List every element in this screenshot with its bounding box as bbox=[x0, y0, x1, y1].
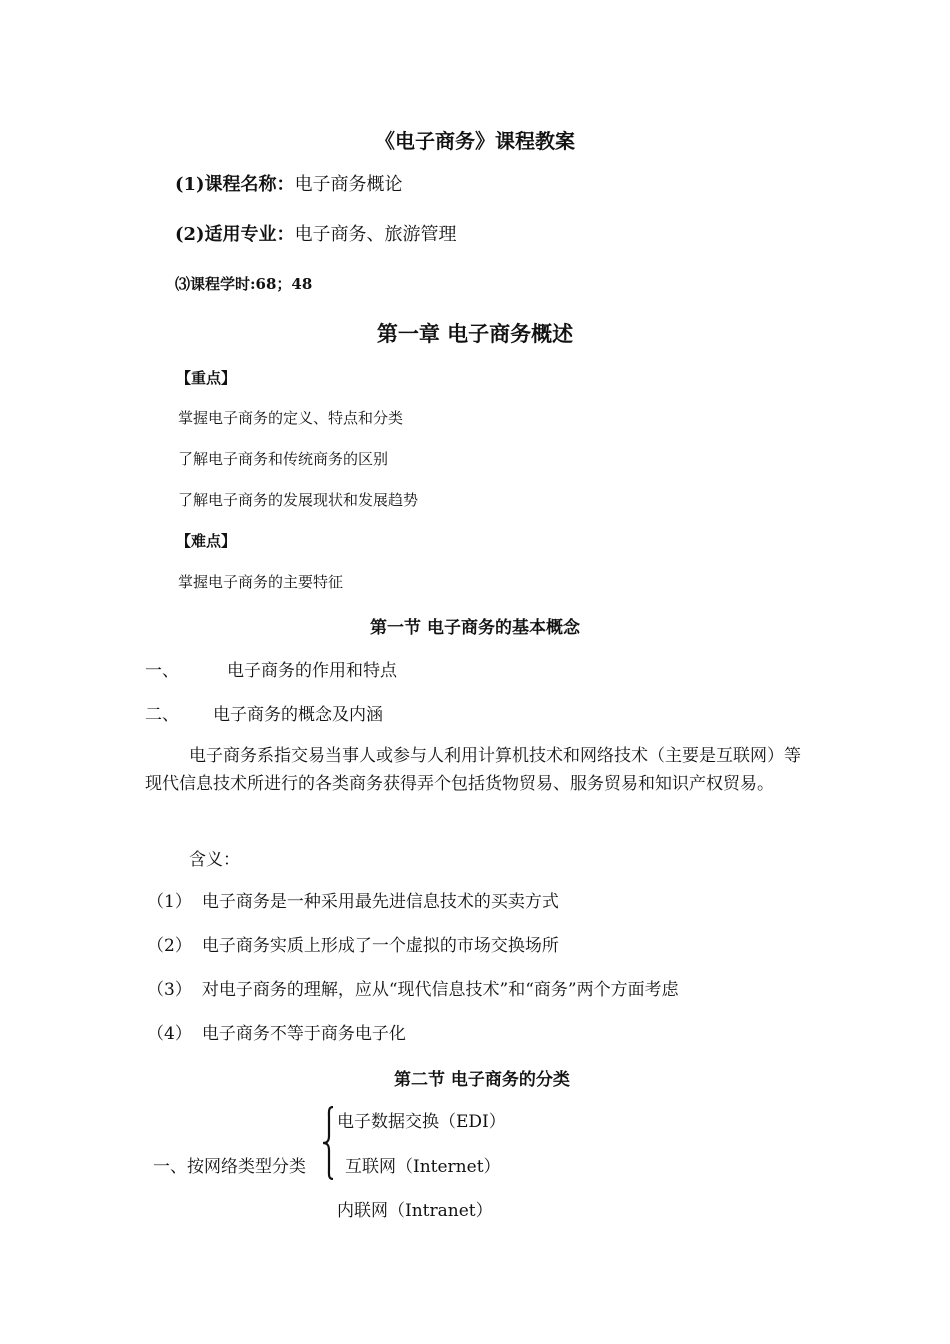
document-title: 《电子商务》课程教案 bbox=[375, 129, 575, 153]
difficult-points-heading: 【难点】 bbox=[176, 532, 237, 550]
section1-title: 第一节 电子商务的基本概念 bbox=[370, 618, 580, 638]
info-course-name bbox=[175, 170, 403, 196]
meaning-item bbox=[147, 975, 679, 1000]
key-point-item: 了解电子商务的发展现状和发展趋势 bbox=[178, 491, 419, 509]
meaning-label: 含义： bbox=[189, 850, 240, 870]
classification-label: 一、按网络类型分类 bbox=[153, 1157, 306, 1177]
meaning-text: 电子商务是一种采用最先进信息技术的买卖方式 bbox=[201, 892, 559, 912]
meaning-number: （2） bbox=[147, 936, 192, 956]
info-value: 电子商务、旅游管理 bbox=[294, 224, 457, 245]
item-text: 电子商务的作用和特点 bbox=[227, 661, 397, 681]
network-type-item: 电子数据交换（EDI） bbox=[337, 1112, 506, 1132]
info-major bbox=[175, 220, 457, 246]
key-point-item: 了解电子商务和传统商务的区别 bbox=[178, 450, 389, 468]
difficult-point-item: 掌握电子商务的主要特征 bbox=[178, 573, 344, 591]
meaning-number: （4） bbox=[147, 1024, 192, 1044]
network-type-item: 内联网（Intranet） bbox=[337, 1201, 493, 1221]
curly-brace-icon bbox=[322, 1106, 334, 1180]
meaning-item bbox=[147, 887, 559, 912]
meaning-item bbox=[147, 931, 559, 956]
section1-item bbox=[145, 656, 397, 681]
meaning-number: （1） bbox=[147, 892, 192, 912]
meaning-text: 电子商务不等于商务电子化 bbox=[201, 1024, 406, 1044]
section2-title: 第二节 电子商务的分类 bbox=[394, 1070, 570, 1090]
section1-item bbox=[145, 700, 383, 725]
info-hours: ⑶课程学时:68；48 bbox=[175, 275, 313, 293]
info-label: (2)适用专业： bbox=[175, 224, 295, 245]
chapter-title: 第一章 电子商务概述 bbox=[376, 321, 574, 346]
network-type-item: 互联网（Internet） bbox=[345, 1157, 501, 1177]
meaning-text: 对电子商务的理解，应从“现代信息技术”和“商务”两个方面考虑 bbox=[201, 980, 679, 1000]
meaning-item bbox=[147, 1019, 406, 1044]
paragraph-text: 电子商务系指交易当事人或参与人利用计算机技术和网络技术（主要是互联网）等现代信息技术所进行的各类商务获得弄个包括货物贸易、服务贸易和知识产权贸易。 bbox=[145, 746, 801, 794]
meaning-text: 电子商务实质上形成了一个虚拟的市场交换场所 bbox=[201, 936, 559, 956]
info-value: 电子商务概论 bbox=[294, 174, 403, 195]
item-text: 电子商务的概念及内涵 bbox=[213, 705, 383, 725]
item-number: 二、 bbox=[145, 705, 179, 725]
item-number: 一、 bbox=[145, 661, 179, 681]
meaning-number: （3） bbox=[147, 980, 192, 1000]
definition-paragraph bbox=[145, 742, 810, 798]
key-points-heading: 【重点】 bbox=[176, 369, 237, 387]
key-point-item: 掌握电子商务的定义、特点和分类 bbox=[178, 409, 404, 427]
info-label: (1)课程名称： bbox=[175, 174, 295, 195]
